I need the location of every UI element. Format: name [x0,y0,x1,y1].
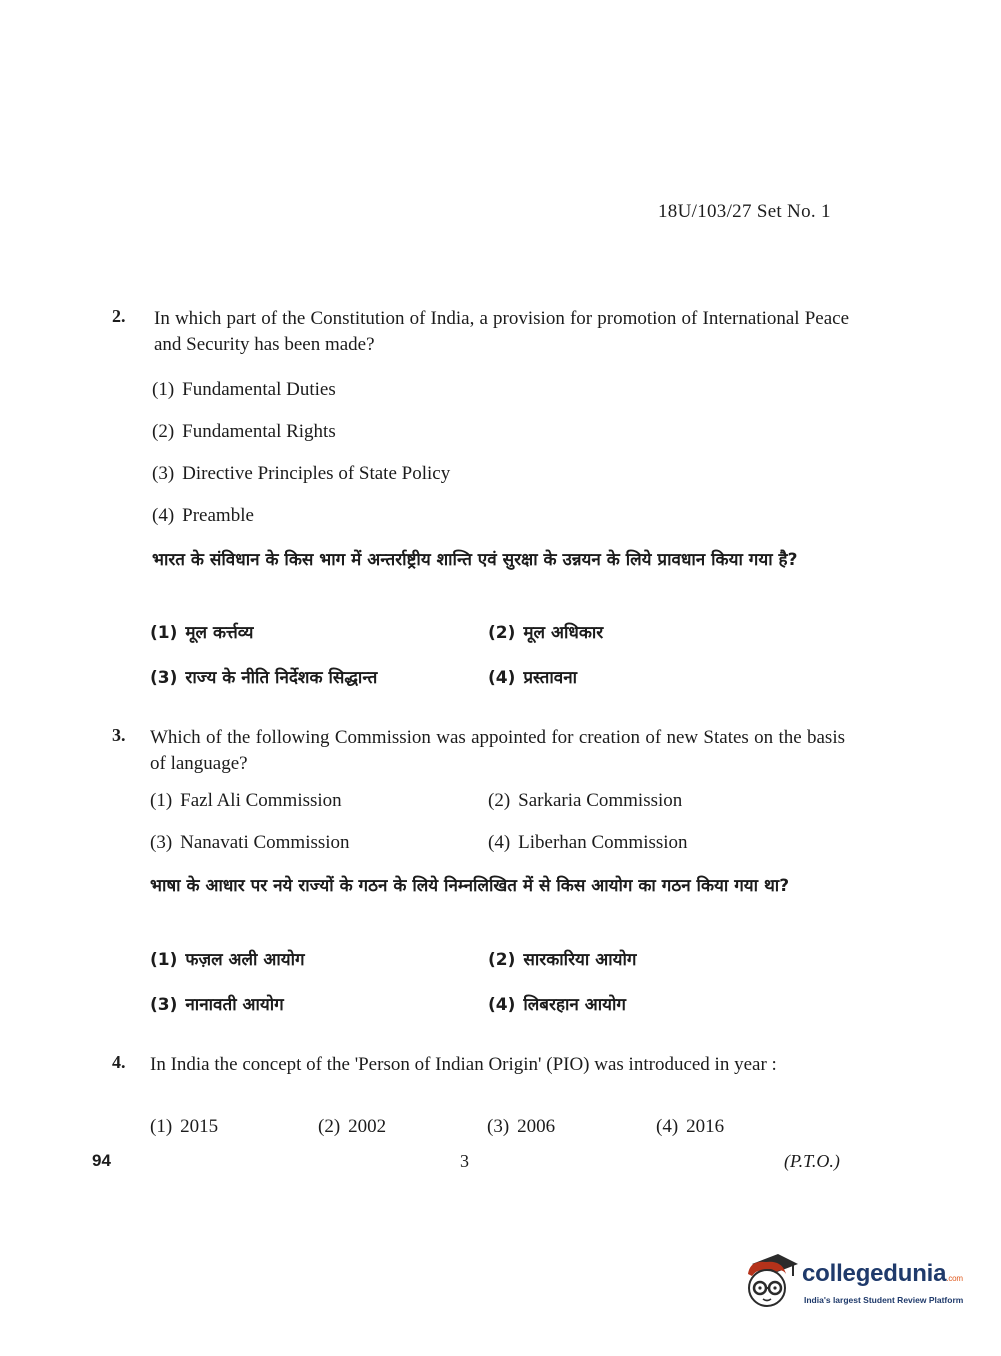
option-en: (1) 2015 [150,1116,219,1137]
option-hi: (3) राज्य के नीति निर्देशक सिद्धान्त [150,668,378,688]
question-text-en: In which part of the Constitution of India, a provision for promotion of International Peace and Security has been made? [154,308,849,355]
question-number: 3. [112,725,126,745]
option-en: (4) 2016 [656,1116,725,1137]
option-hi: (1) फज़ल अली आयोग [150,950,305,970]
footer-code: 94 [92,1151,111,1170]
option-en: (2) 2002 [318,1116,387,1137]
question-text-en: In India the concept of the 'Person of Indian Origin' (PIO) was introduced in year : [150,1054,777,1075]
option-en: (3) 2006 [487,1116,556,1137]
question-text-en: Which of the following Commission was appointed for creation of new States on the basis of language? [150,727,845,774]
option-en: (4) Liberhan Commission [488,832,688,853]
option-hi: (2) मूल अधिकार [488,623,604,643]
option-en: (3) Directive Principles of State Policy [152,463,451,484]
option-en: (1) Fazl Ali Commission [150,790,342,811]
question-text-hi: भारत के संविधान के किस भाग में अन्तर्राष्ट्रीय शान्ति एवं सुरक्षा के उन्नयन के लिये प्रावधान किया गया है? [152,550,798,570]
option-en: (3) Nanavati Commission [150,832,350,853]
paper-code: 18U/103/27 Set No. 1 [658,201,831,222]
logo-name: collegedunia.com [802,1260,963,1287]
question-number: 4. [112,1052,126,1072]
question-number: 2. [112,306,126,326]
question-text-hi: भाषा के आधार पर नये राज्यों के गठन के लिये निम्नलिखित में से किस आयोग का गठन किया गया था? [150,876,790,896]
option-hi: (2) सारकारिया आयोग [488,950,637,970]
pto-label: (P.T.O.) [784,1151,840,1171]
option-hi: (1) मूल कर्त्तव्य [150,623,254,643]
collegedunia-logo[interactable] [742,1250,972,1320]
mascot-icon [742,1250,800,1310]
option-en: (1) Fundamental Duties [152,379,336,400]
option-hi: (3) नानावती आयोग [150,995,284,1015]
option-en: (4) Preamble [152,505,254,526]
option-hi: (4) प्रस्तावना [488,668,578,688]
option-hi: (4) लिबरहान आयोग [488,995,626,1015]
page-number: 3 [460,1151,469,1171]
logo-tagline: India's largest Student Review Platform [804,1295,964,1305]
option-en: (2) Sarkaria Commission [488,790,683,811]
option-en: (2) Fundamental Rights [152,421,336,442]
